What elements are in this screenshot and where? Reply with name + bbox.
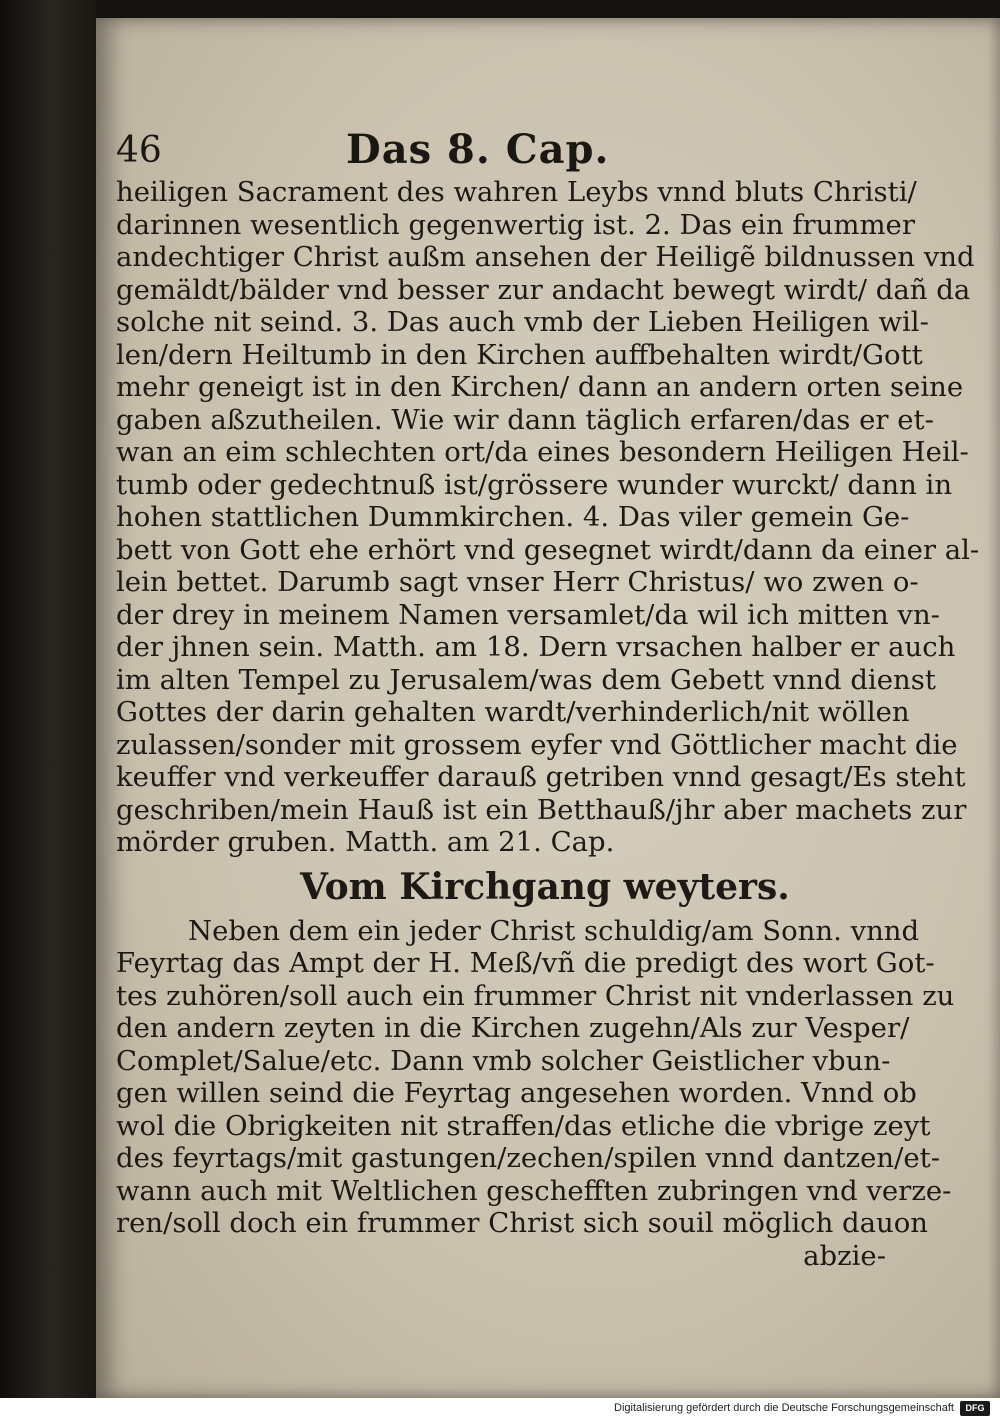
section-line: tes zuhören/soll auch ein frummer Christ nit vnderlassen zu: [116, 979, 955, 1012]
body-line: der jhnen sein. Matth. am 18. Dern vrsachen halber er auch: [116, 631, 956, 663]
body-line: bett von Gott ehe erhört vnd gesegnet wirdt/dann da einer al-: [116, 533, 980, 566]
section-line: wann auch mit Weltlichen geschefften zubringen vnd verze-: [116, 1174, 952, 1207]
catchword: abzie-: [803, 1239, 886, 1272]
section-line: den andern zeyten in die Kirchen zugehn/Als zur Vesper/: [116, 1012, 910, 1044]
page-number: 46: [116, 130, 162, 171]
body-line: heiligen Sacrament des wahren Leybs vnnd bluts Christi/: [116, 176, 917, 208]
body-line: tumb oder gedechtnuß ist/grössere wunder wurckt/ dann in: [116, 468, 953, 501]
body-line: lein bettet. Darumb sagt vnser Herr Christus/ wo zwen o-: [116, 566, 919, 598]
section-line: wol die Obrigkeiten nit straffen/das etliche die vbrige zeyt: [116, 1109, 931, 1142]
section-heading: Vom Kirchgang weyters.: [300, 865, 790, 908]
body-line: andechtiger Christ außm ansehen der Heiligẽ bildnussen vnd: [116, 241, 975, 273]
funding-credit: Digitalisierung gefördert durch die Deutsche Forschungsgemeinschaft: [614, 1402, 954, 1414]
section-line: Feyrtag das Ampt der H. Meß/vñ die predigt des wort Got-: [116, 947, 935, 979]
book-spine-edge: [0, 0, 96, 1398]
body-line: mörder gruben. Matth. am 21. Cap.: [116, 826, 615, 858]
body-line: len/dern Heiltumb in den Kirchen auffbehalten wirdt/Gott: [116, 338, 923, 371]
section-line: Neben dem ein jeder Christ schuldig/am Sonn. vnnd: [188, 914, 920, 947]
body-line: gaben aßzutheilen. Wie wir dann täglich erfaren/das er et-: [116, 403, 934, 436]
body-line: mehr geneigt ist in den Kirchen/ dann an andern orten seine: [116, 371, 964, 403]
body-line: im alten Tempel zu Jerusalem/was dem Gebett vnnd dienst: [116, 663, 936, 696]
body-line: hohen stattlichen Dummkirchen. 4. Das viler gemein Ge-: [116, 501, 910, 533]
section-line: des feyrtags/mit gastungen/zechen/spilen vnnd dantzen/et-: [116, 1142, 940, 1174]
body-line: darinnen wesentlich gegenwertig ist. 2. Das ein frummer: [116, 208, 915, 241]
body-line: keuffer vnd verkeuffer darauß getriben vnnd gesagt/Es steht: [116, 761, 966, 793]
section-line: gen willen seind die Feyrtag angesehen worden. Vnnd ob: [116, 1077, 917, 1109]
dfg-logo: DFG: [960, 1401, 990, 1416]
body-line: solche nit seind. 3. Das auch vmb der Lieben Heiligen wil-: [116, 306, 929, 338]
body-line: Gottes der darin gehalten wardt/verhinderlich/nit wöllen: [116, 696, 910, 728]
body-line: der drey in meinem Namen versamlet/da wil ich mitten vn-: [116, 598, 940, 631]
footer-bar: [0, 1398, 1000, 1420]
body-line: wan an eim schlechten ort/da eines besondern Heiligen Heil-: [116, 436, 969, 468]
text-block: [116, 176, 980, 1272]
section-line: Complet/Salue/etc. Dann vmb solcher Geistlicher vbun-: [116, 1044, 891, 1077]
body-line: gemäldt/bälder vnd besser zur andacht bewegt wirdt/ dañ da: [116, 273, 971, 306]
running-head: Das 8. Cap.: [346, 126, 610, 173]
body-line: geschriben/mein Hauß ist ein Betthauß/jhr aber machets zur: [116, 793, 967, 826]
page-header: [116, 118, 806, 176]
section-line: ren/soll doch ein frummer Christ sich souil möglich dauon: [116, 1207, 929, 1239]
body-line: zulassen/sonder mit grossem eyfer vnd Göttlicher macht die: [116, 728, 958, 761]
